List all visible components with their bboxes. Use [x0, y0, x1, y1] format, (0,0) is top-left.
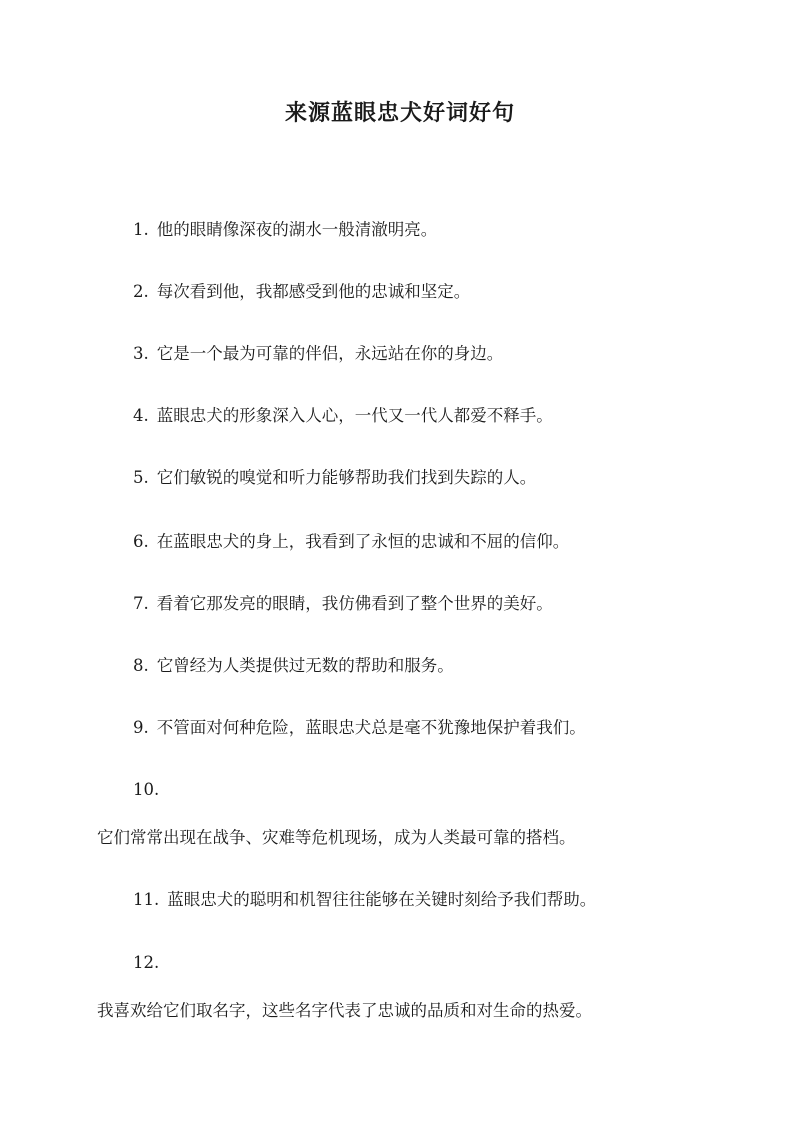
list-item [133, 592, 553, 616]
list-item [133, 654, 454, 678]
list-item [133, 342, 503, 366]
item-text: 看着它那发亮的眼睛，我仿佛看到了整个世界的美好。 [156, 594, 553, 613]
item-number: 3. [133, 344, 149, 363]
item-number: 9. [133, 718, 149, 737]
item-text: 蓝眼忠犬的形象深入人心，一代又一代人都爱不释手。 [156, 406, 553, 425]
list-item [133, 404, 553, 428]
item-number: 1. [133, 220, 149, 239]
list-item [133, 716, 586, 740]
list-item [133, 218, 437, 242]
item-number: 2. [133, 282, 149, 301]
item-number: 12. [133, 953, 160, 972]
item-number: 5. [133, 468, 149, 487]
item-number: 11. [133, 890, 160, 909]
document-title: 来源蓝眼忠犬好词好句 [284, 100, 515, 126]
item-text: 他的眼睛像深夜的湖水一般清澈明亮。 [156, 220, 438, 239]
list-item [133, 280, 470, 304]
list-item [133, 530, 569, 554]
item-text: 每次看到他，我都感受到他的忠诚和坚定。 [156, 282, 471, 301]
item-text: 我喜欢给它们取名字，这些名字代表了忠诚的品质和对生命的热爱。 [97, 1001, 592, 1020]
item-text: 它们常常出现在战争、灾难等危机现场，成为人类最可靠的搭档。 [97, 828, 576, 847]
item-text: 不管面对何种危险，蓝眼忠犬总是毫不犹豫地保护着我们。 [156, 718, 586, 737]
item-number: 7. [133, 594, 149, 613]
item-text: 它是一个最为可靠的伴侣，永远站在你的身边。 [156, 344, 504, 363]
item-number: 10. [133, 780, 160, 799]
item-text: 它们敏锐的嗅觉和听力能够帮助我们找到失踪的人。 [156, 468, 537, 487]
item-number: 6. [133, 532, 149, 551]
item-text: 它曾经为人类提供过无数的帮助和服务。 [156, 656, 454, 675]
list-item [133, 466, 536, 490]
item-text: 在蓝眼忠犬的身上，我看到了永恒的忠诚和不屈的信仰。 [156, 532, 570, 551]
item-number: 4. [133, 406, 149, 425]
list-item [133, 888, 596, 912]
item-number: 8. [133, 656, 149, 675]
item-text: 蓝眼忠犬的聪明和机智往往能够在关键时刻给予我们帮助。 [167, 890, 597, 909]
